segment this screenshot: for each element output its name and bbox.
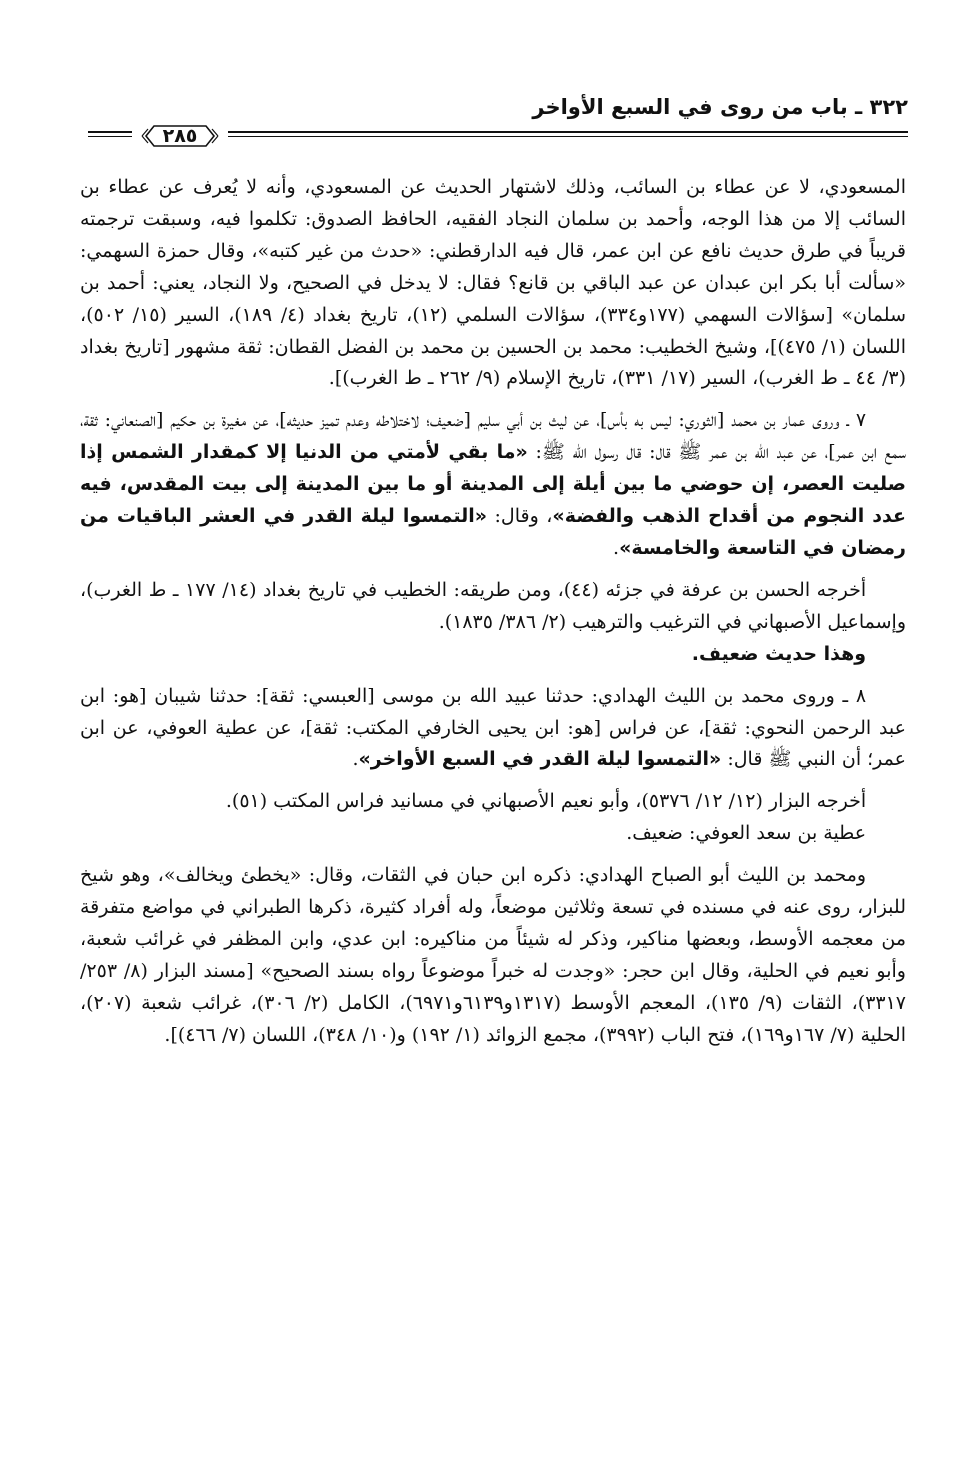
hadith-7-chain: ٧ ـ وروى عمار بن محمد [الثوري: ليس به بأس]، عن ليث بن أبي سليم [ضعيف؛ لاختلاطه وعدم تميز حديثه]، عن مغيرة بن حكيم [الصنعاني: ثقة، سمع ابن عمر]، عن عبد الله بن عمر ﷺ قال: قال رسول الله ﷺ:: [80, 409, 907, 464]
page-number: ٢٨٥: [162, 125, 198, 147]
page-header: [88, 95, 908, 151]
hadith-8-end: .: [352, 748, 359, 771]
paragraph-narrator-bio: ومحمد بن الليث أبو الصباح الهدادي: ذكره ابن حبان في الثقات، وقال: «يخطئ ويخالف»، وهو شيخ للبزار، روى عنه في مسنده في تسعة وثلاثين موضعاً، وله أفراد كثيرة، ذكرها الطبراني في مواضع متفرقة من معجمه الأوسط، وبعضها مناكير، وذكر له شيئاً من مناكيره: ابن عدي، وابن المظفر في غرائب شعبة، وأبو نعيم في الحلية، وقال ابن حجر: «وجدت له خبراً موضوعاً رواه بسند الصحيح» [مسند البزار (٨/ ٢٥٣/ ٣٣١٧)، الثقات (٩/ ١٣٥)، المعجم الأوسط (١٣١٧و٦١٣٩و٦٩٧١)، الكامل (٢/ ٣٠٦)، غرائب شعبة (٢٠٧)، الحلية (٧/ ١٦٧و١٦٩)، فتح الباب (٣٩٩٢)، مجمع الزوائد (١/ ١٩٢) و(١٠/ ٣٤٨)، اللسان (٧/ ٤٦٦)].: [80, 864, 907, 1046]
paragraph-hadith-7: [80, 405, 906, 565]
running-title: ٣٢٢ ـ باب من روى في السبع الأواخر: [532, 95, 908, 119]
hadith-7-text-2: «التمسوا ليلة القدر في العشر الباقيات من رمضان في التاسعة والخامسة»: [80, 505, 906, 559]
hadith-7-connector: ، وقال:: [487, 505, 553, 528]
hadith-8-text: «التمسوا ليلة القدر في السبع الأواخر»: [358, 748, 722, 771]
header-rule: [88, 125, 908, 149]
paragraph-takhrij-7: أخرجه الحسن بن عرفة في جزئه (٤٤)، ومن طريقه: الخطيب في تاريخ بغداد (١٤/ ١٧٧ ـ ط الغرب)، وإسماعيل الأصبهاني في الترغيب والترهيب (٢/ ٣٨٦/ ١٨٣٥).: [80, 578, 906, 633]
narrator-note: عطية بن سعد العوفي: ضعيف.: [626, 822, 867, 845]
paragraph-hadith-8: [80, 681, 906, 777]
hadith-7-end: .: [613, 536, 620, 559]
paragraph-takhrij-8: أخرجه البزار (١٢/ ١٢/ ٥٣٧٦)، وأبو نعيم الأصبهاني في مسانيد فراس المكتب (٥١).: [225, 790, 867, 813]
verdict-7: وهذا حديث ضعيف.: [691, 642, 867, 665]
page-number-badge: [132, 123, 228, 149]
main-text: [80, 172, 906, 1052]
hadith-8-chain: ٨ ـ وروى محمد بن الليث الهدادي: حدثنا عبيد الله بن موسى [العبسي: ثقة]: حدثنا شيبان [هو: ابن عبد الرحمن النحوي: ثقة]، عن فراس [هو: ابن يحيى الخارفي المكتب: ثقة]، عن عطية العوفي، عن ابن عمر؛ أن النبي ﷺ قال:: [80, 684, 906, 771]
paragraph-1: المسعودي، لا عن عطاء بن السائب، وذلك لاشتهار الحديث عن المسعودي، وأنه لا يُعرف عن عطاء بن السائب إلا من هذا الوجه، وأحمد بن سلمان النجاد الفقيه، الحافظ الصدوق: تكلموا فيه، وسبقت ترجمته قريباً في طرق حديث نافع عن ابن عمر، قال فيه الدارقطني: «حدث من غير كتبه»، وقال حمزة السهمي: «سألت أبا بكر ابن عبدان عن عبد الباقي بن قانع؟ فقال: لا يدخل في الصحيح، ولا النجاد، يعني: أحمد بن سلمان» [سؤالات السهمي (١٧٧و٣٣٤)، سؤالات السلمي (١٢)، تاريخ بغداد (٤/ ١٨٩)، السير (١٥/ ٥٠٢)، اللسان (١/ ٤٧٥)]، وشيخ الخطيب: محمد بن الحسين بن محمد بن الفضل القطان: ثقة مشهور [تاريخ بغداد (٣/ ٤٤ ـ ط الغرب)، السير (١٧/ ٣٣١)، تاريخ الإسلام (٩/ ٢٦٢ ـ ط الغرب)].: [80, 176, 906, 390]
hadith-7-text-1: «ما بقي لأمتي من الدنيا إلا كمقدار الشمس إذا صليت العصر، إن حوضي ما بين أيلة إلى المدينة أو ما بين المدينة إلى بيت المقدس، فيه عدد النجوم من أقداح الذهب والفضة»: [80, 441, 906, 528]
